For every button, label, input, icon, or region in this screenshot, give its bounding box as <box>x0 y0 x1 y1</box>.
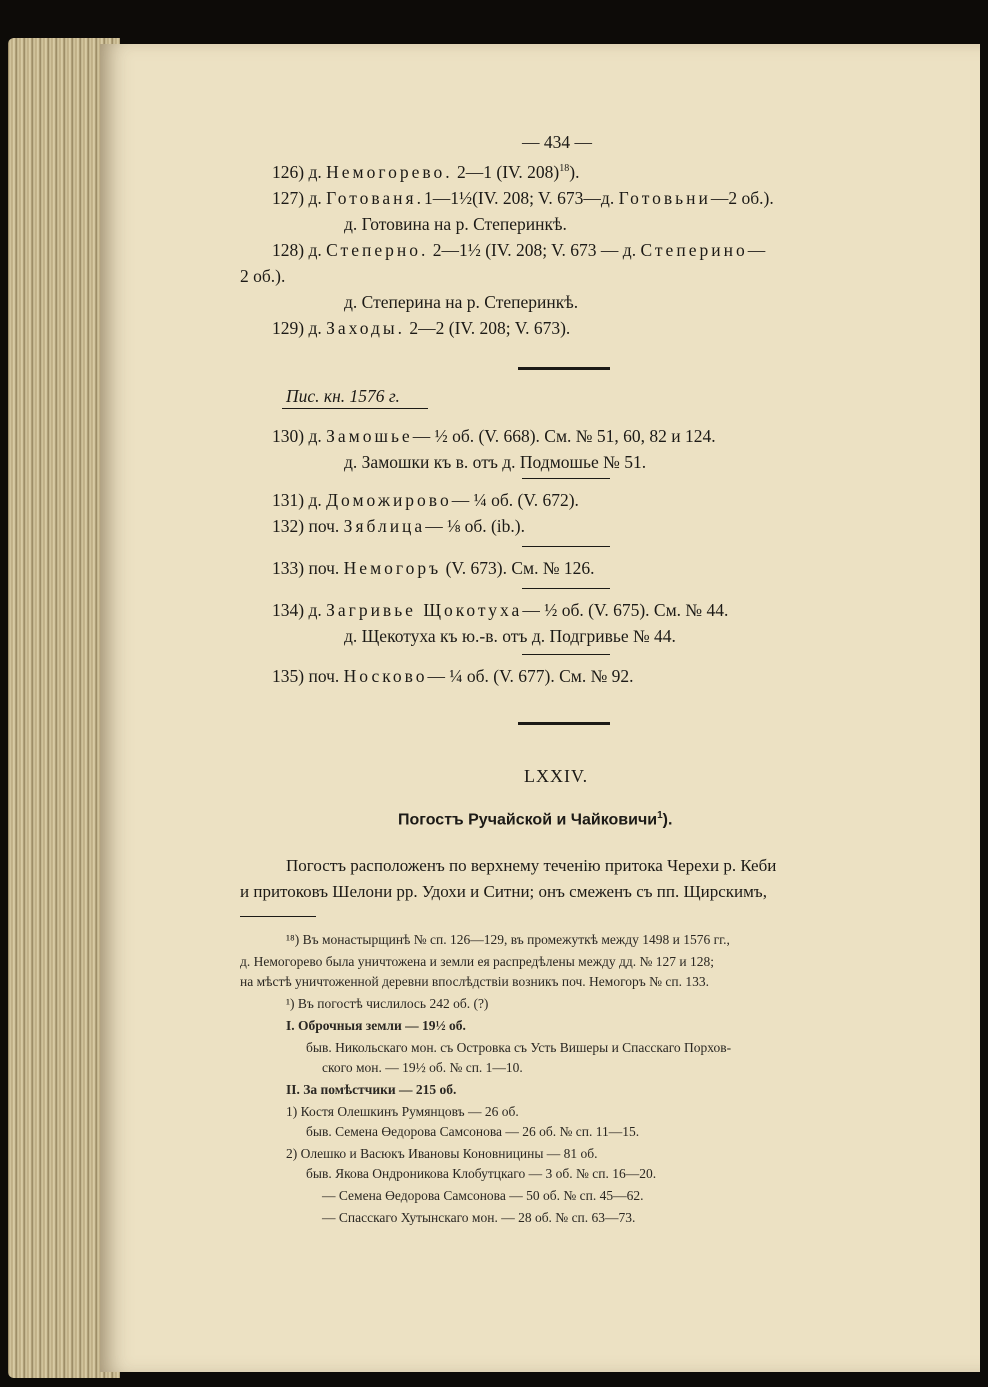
entry-131: 131) д. Доможирово— ¼ об. (V. 672). <box>272 490 579 510</box>
entry-128: 128) д. Степерно. 2—1½ (IV. 208; V. 673 — д. Степерино— <box>272 240 769 260</box>
entry-130: 130) д. Замошье— ½ об. (V. 668). См. № 51, 60, 82 и 124. <box>272 426 716 446</box>
footnote-line: быв. Якова Ондроникова Клобутцкаго — 3 об. № сп. 16—20. <box>306 1166 657 1181</box>
footnote-line: — Семена Өедорова Самсонова — 50 об. № сп. 45—62. <box>322 1188 644 1203</box>
footnote-line: — Спасскаго Хутынскаго мон. — 28 об. № сп. 63—73. <box>322 1210 636 1225</box>
footnote-line: ского мон. — 19½ об. № сп. 1—10. <box>322 1060 523 1075</box>
footnote-section-ii: II. За помѣстчики — 215 об. <box>286 1082 457 1097</box>
section-heading-underline <box>282 408 428 409</box>
entry-133: 133) поч. Немогоръ (V. 673). См. № 126. <box>272 558 595 578</box>
footnote-18-line-3: на мѣстѣ уничтоженной деревни впослѣдствіи возникъ поч. Немогоръ № сп. 133. <box>240 974 709 989</box>
footnote-18-line-2: д. Немогорево была уничтожена и земли ея распредѣлены между дд. № 127 и 128; <box>240 954 714 969</box>
entry-135: 135) поч. Носково— ¼ об. (V. 677). См. № 92. <box>272 666 634 686</box>
paragraph-line-2: и притоковъ Шелони рр. Удохи и Ситни; онъ смеженъ съ пп. Щирскимъ, <box>240 882 767 901</box>
divider <box>522 654 610 655</box>
entry-126: 126) д. Немогорево. 2—1 (IV. 208)$^{18}$). <box>272 162 580 182</box>
section-rule <box>518 722 610 725</box>
paragraph-line-1: Погостъ расположенъ по верхнему теченію притока Черехи р. Кеби <box>286 856 777 875</box>
divider <box>522 546 610 547</box>
entry-128-continuation: 2 об.). <box>240 266 286 286</box>
chapter-title: Погостъ Ручайской и Чайковичи$^1$). <box>398 810 673 829</box>
footnote-section-i: I. Оброчныя земли — 19½ об. <box>286 1018 466 1033</box>
section-heading: Пис. кн. 1576 г. <box>286 386 400 406</box>
footnote-line: быв. Никольскаго мон. съ Островка съ Усть Вишеры и Спасскаго Порхов- <box>306 1040 732 1055</box>
footnote-line: 2) Олешко и Васюкъ Ивановы Коновницины — 81 об. <box>286 1146 598 1161</box>
entry-127: 127) д. Готованя.1—1½(IV. 208; V. 673—д. Готовьни—2 об.). <box>272 188 774 208</box>
footnote-line: 1) Костя Олешкинъ Румянцовъ — 26 об. <box>286 1104 519 1119</box>
entry-132: 132) поч. Зяблица— ⅛ об. (ib.). <box>272 516 525 536</box>
footnote-line: быв. Семена Өедорова Самсонова — 26 об. № сп. 11—15. <box>306 1124 640 1139</box>
entry-129: 129) д. Заходы. 2—2 (IV. 208; V. 673). <box>272 318 571 338</box>
footnote-18-line-1: ¹⁸) Въ монастырщинѣ № сп. 126—129, въ промежуткѣ между 1498 и 1576 гг., <box>286 932 730 947</box>
book-page <box>100 44 980 1372</box>
divider <box>522 478 610 479</box>
chapter-numeral: LXXIV. <box>524 766 589 786</box>
section-rule <box>518 367 610 370</box>
entry-128-note: д. Степерина на р. Степеринкѣ. <box>344 292 579 312</box>
entry-134-note: д. Щекотуха къ ю.-в. отъ д. Подгривье № 44. <box>344 626 676 646</box>
footnote-rule <box>240 916 316 917</box>
divider <box>522 588 610 589</box>
footnote-1: ¹) Въ погостѣ числилось 242 об. (?) <box>286 996 489 1011</box>
entry-127-continuation: д. Готовина на р. Степеринкѣ. <box>344 214 567 234</box>
page-number: — 434 — <box>522 132 592 152</box>
entry-130-note: д. Замошки къ в. отъ д. Подмошье № 51. <box>344 452 647 472</box>
entry-134: 134) д. Загривье Щокотуха— ½ об. (V. 675). См. № 44. <box>272 600 729 620</box>
